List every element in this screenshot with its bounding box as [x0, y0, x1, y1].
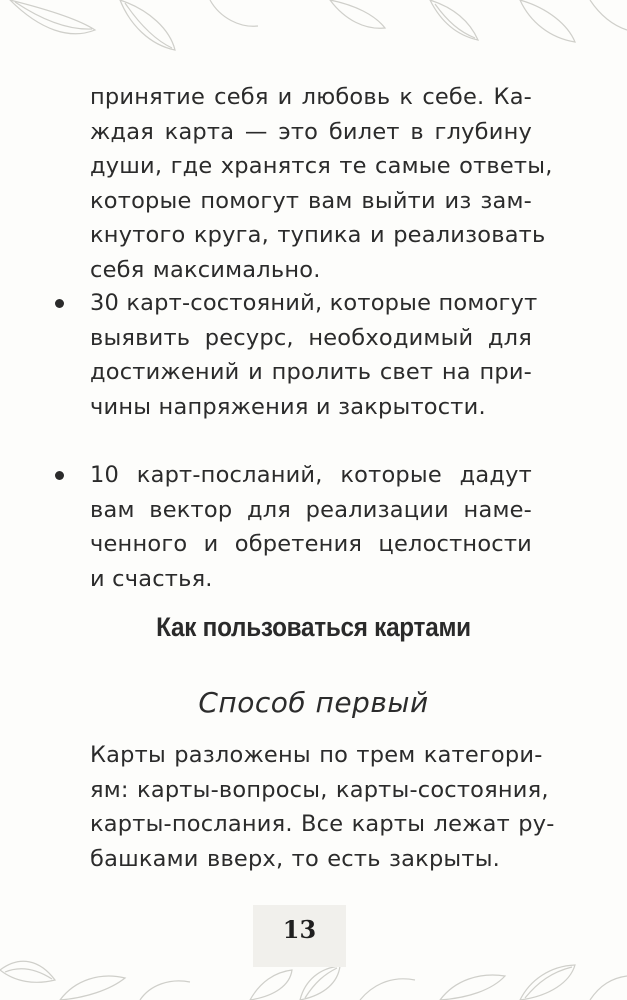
text-line: вам вектор для реализации наме- — [90, 496, 532, 523]
text-line: выявить ресурс, необходимый для — [90, 324, 532, 351]
text-line: Карты разложены по трем категори- — [90, 742, 543, 768]
section-subheading: Способ первый — [198, 686, 429, 719]
text-line: которые помогут вам выйти из зам- — [90, 187, 532, 214]
section-heading: Как пользоваться картами — [156, 612, 471, 642]
text-line: 30 карт-состояний, которые помогут — [90, 290, 538, 316]
text-line: принятие себя и любовь к себе. Ка- — [90, 84, 532, 110]
text-line: себя максимально. — [90, 256, 321, 283]
text-line: души, где хранятся те самые ответы, — [90, 153, 553, 180]
text-line: ям: карты-вопросы, карты-состояния, — [90, 776, 549, 803]
text-line: и счастья. — [90, 565, 213, 592]
page-number: 13 — [282, 915, 317, 944]
intro-paragraph — [90, 80, 553, 288]
bullet-item-message-cards — [90, 458, 532, 596]
bullet-icon — [55, 471, 64, 480]
text-line: ждая карта — это билет в глубину — [90, 118, 532, 145]
bullet-item-state-cards — [90, 286, 538, 424]
text-line: карты-послания. Все карты лежат ру- — [90, 811, 555, 838]
text-line: ченного и обретения целостности — [90, 531, 532, 558]
text-line: кнутого круга, тупика и реализовать — [90, 222, 546, 249]
method-paragraph — [90, 738, 555, 876]
text-line: 10 карт-посланий, которые дадут — [90, 462, 532, 488]
bullet-icon — [55, 299, 64, 308]
text-line: башками вверх, то есть закрыты. — [90, 845, 501, 872]
text-line: достижений и пролить свет на при- — [90, 359, 532, 386]
text-line: чины напряжения и закрытости. — [90, 393, 486, 420]
